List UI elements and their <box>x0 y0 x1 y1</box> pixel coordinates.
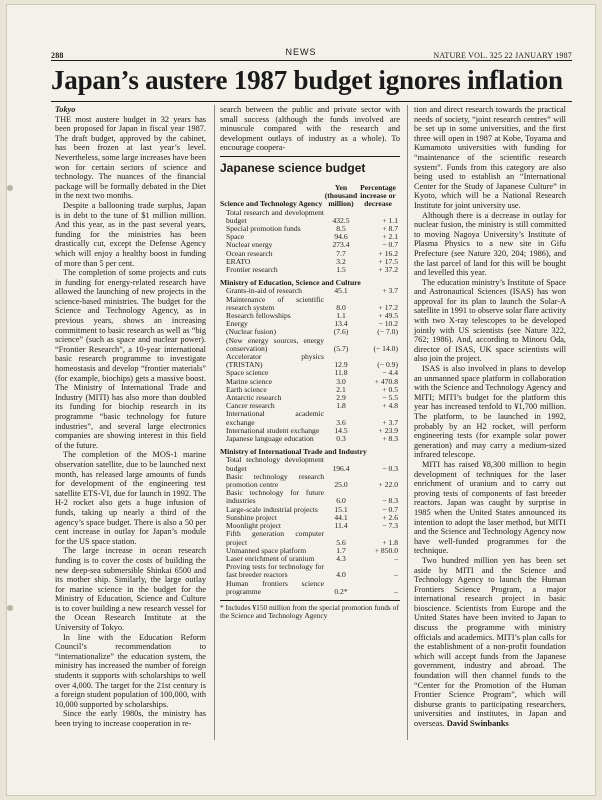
row-change: + 1.1 <box>382 215 398 225</box>
row-value: 8.5 <box>336 223 346 233</box>
row-change: + 8.3 <box>382 434 398 444</box>
row-label: Total technology development budget <box>226 455 324 473</box>
row-change: − 0.7 <box>382 240 398 250</box>
article-column-2 <box>220 105 400 621</box>
row-label: Maintenance of scientific research system <box>226 294 324 312</box>
row-value: (7.6) <box>333 327 349 337</box>
row-value: 12.9 <box>334 360 348 370</box>
row-label: Ocean research <box>226 248 273 258</box>
row-value: 432.5 <box>332 215 350 225</box>
column-header-percentage: Percentage increase or decrease <box>360 182 396 209</box>
paragraph: ISAS is also involved in plans to develop an unmanned space platform in collaboration with the Science and Technology Agency and MITI; MITI’s budget for the platform this year has increased tenfold to ¥1,700 million. The platform, to be launched in 1992, probably by an H2 rocket, will perform engineering tests (for example solar power generation) and may carry a medium-sized infrared telescope. <box>414 364 566 460</box>
row-change: + 49.5 <box>378 311 398 321</box>
table-row <box>220 456 400 472</box>
table-section-header <box>220 179 400 209</box>
paragraph <box>414 556 566 729</box>
row-label: Japanese language education <box>226 434 314 444</box>
paragraph: tion and direct research towards the practical needs of society, “joint research centres” will be set up in some universities, and the first three will open in 1987 at Kobe, Toyama and Kumamoto universities with funding for “maintenance of the scientific research system”. Funds from this category are also being used to establish an “International Center for the Study of Japanese Culture” in Kyoto, which will be a National Research Institute for joint university use. <box>414 105 566 210</box>
budget-table <box>220 179 400 596</box>
table-row <box>220 296 400 312</box>
byline: David Swinbanks <box>446 719 509 728</box>
row-label: Earth science <box>226 384 267 394</box>
section-label: NEWS <box>285 47 317 57</box>
row-change: + 16.2 <box>378 248 398 258</box>
row-label: Space science <box>226 368 269 378</box>
row-change: − 0.7 <box>382 504 398 514</box>
row-value: 45.1 <box>334 286 348 296</box>
row-label: Human frontiers science programme <box>226 578 324 596</box>
row-change: + 1.8 <box>382 537 398 547</box>
row-change: − 8.3 <box>382 496 398 506</box>
row-change: − 5.5 <box>382 393 398 403</box>
section-name: Ministry of Education, Science and Culture <box>220 278 361 288</box>
row-value: 3.0 <box>336 376 346 386</box>
table-top-rule <box>220 156 400 157</box>
table-row <box>220 353 400 369</box>
paragraph: In line with the Education Reform Council’s recommendation to “internationalize” the education system, the ministry has increased the number of foreign students it supports with scholarships to well over 4,000. The target for the 21st century is a foreign student population of 100,000, with 10,000 supported by scholarships. <box>55 632 206 709</box>
paragraph: search between the public and private sector with small success (although the funds involved are minuscule compared with the research and development outlays of industry as a whole). To encourage coopera- <box>220 105 400 153</box>
row-label: Antarctic research <box>226 393 282 403</box>
row-change: + 0.5 <box>382 384 398 394</box>
row-change: + 17.2 <box>378 302 398 312</box>
row-label: Energy <box>226 319 248 329</box>
column-divider <box>407 105 408 740</box>
column-header-yen: Yen (thousand million) <box>324 182 358 209</box>
row-value: 2.9 <box>336 393 346 403</box>
row-value: 2.1 <box>336 384 346 394</box>
row-value: 15.1 <box>334 504 348 514</box>
article-column-3 <box>414 105 566 729</box>
row-value: 94.6 <box>334 232 348 242</box>
row-label: Accelerator physics (TRISTAN) <box>226 352 324 370</box>
table-row <box>220 489 400 505</box>
row-value: 4.3 <box>336 553 346 563</box>
row-value: 273.4 <box>332 240 350 250</box>
row-value: 196.4 <box>332 463 350 473</box>
row-value: 1.5 <box>336 265 346 274</box>
row-value: 11.4 <box>334 521 348 531</box>
row-label: Space <box>226 232 245 242</box>
paragraph: The completion of some projects and cuts in funding for energy-related research have allowed the launching of new projects in the science-based ministries. The budget for the Science and Technology Agency, as in previous years, shows an increasing commitment to basic research as well as “big science” (such as space and nuclear power). “Frontier Research”, a 10-year international basic research programme to investigate homeostasis and develop “frontier materials” (for example, biochips) gets a massive boost. The Ministry of International Trade and Industry (MITI) has also more than doubled its funding for biochip research in its programme “basic technology for future industries”, and several large electronics companies are showing interest in this field of the future. <box>55 268 206 450</box>
row-value: 3.6 <box>336 417 346 427</box>
table-row <box>220 530 400 546</box>
table-row <box>220 580 400 596</box>
row-change: + 2.6 <box>382 512 398 522</box>
row-change: + 470.8 <box>374 376 398 386</box>
row-change: – <box>394 553 398 563</box>
section-name: Science and Technology Agency <box>220 199 323 209</box>
row-value: 13.4 <box>334 319 348 329</box>
header-rule <box>51 60 572 61</box>
paragraph: THE most austere budget in 32 years has been proposed for Japan in fiscal year 1987. The draft budget, approved by the cabinet, has been frozen at last year’s level. Nevertheless, some large increases have been won for certain sectors of science and technology. The nuances of the financial package will be formally debated in the Diet in the next two months. <box>55 114 206 201</box>
row-value: 6.0 <box>336 496 346 506</box>
row-label: Basic technology for future industries <box>226 488 324 506</box>
row-change: − 0.3 <box>382 463 398 473</box>
row-change: + 2.1 <box>382 232 398 242</box>
paragraph: Although there is a decrease in outlay for nuclear fusion, the ministry is still committed to moving Nagoya University’s Institute of Plasma Physics to a new site in Gifu Prefecture (see Nature 320, 204; 1986), and the last parcel of land for this will be bought and levelled this year. <box>414 210 566 278</box>
row-change: + 23.9 <box>378 425 398 435</box>
row-label: Research fellowships <box>226 311 291 321</box>
row-value: 8.0 <box>336 302 346 312</box>
table-row <box>220 209 400 225</box>
table-bottom-rule <box>220 600 400 601</box>
paragraph: Despite a ballooning trade surplus, Japan is in debt to the tune of $1 million million. And this year, as in the past several years, funding for the ministries has been drastically cut, except the Defense Agency which will enjoy a healthy boost in funding of more than 5 per cent. <box>55 200 206 268</box>
row-label: Special promotion funds <box>226 223 301 233</box>
table-row <box>220 225 400 233</box>
row-change: + 850.0 <box>374 545 398 555</box>
row-label: Marine science <box>226 376 273 386</box>
row-value: 4.0 <box>336 570 346 580</box>
row-change: + 3.7 <box>382 286 398 296</box>
column-divider <box>214 105 215 740</box>
row-change: + 8.7 <box>382 223 398 233</box>
row-change: − 4.4 <box>382 368 398 378</box>
row-change: (− 7.0) <box>377 327 398 337</box>
row-change: + 3.7 <box>382 417 398 427</box>
journal-info: NATURE VOL. 325 22 JANUARY 1987 <box>433 51 572 60</box>
paragraph: The completion of the MOS-1 marine observation satellite, due to be launched next month, has released large amounts of funds for development of the engineering test satellite ETS-VI, due for launch in 1992. The H-2 rocket also gets a huge infusion of funds, taking up nearly a third of the agency’s space budget. There is also a 50 per cent increase in outlay for Japan’s module for the US space station. <box>55 450 206 546</box>
headline-rule <box>51 101 572 102</box>
row-value: 5.6 <box>336 537 346 547</box>
dateline: Tokyo <box>55 105 76 114</box>
row-value: 0.3 <box>336 434 346 444</box>
paragraph: The large increase in ocean research funding is to cover the costs of building the new deep-sea submersible Shinkai 6500 and its mother ship. Similarly, the large outlay for marine science in the budget for the Ministry of Education, Science and Culture is to cover building a new research vessel for the Ocean Research Institute at the University of Tokyo. <box>55 546 206 633</box>
row-label: International academic exchange <box>226 409 324 427</box>
paragraph: Since the early 1980s, the ministry has been trying to increase cooperation in re- <box>55 709 206 728</box>
row-label: Large-scale industrial projects <box>226 504 318 514</box>
row-label: (New energy sources, energy conservation) <box>226 335 324 353</box>
row-label: Total research and development budget <box>226 207 324 225</box>
row-label: Cancer research <box>226 401 275 411</box>
row-label: ERATO <box>226 256 251 266</box>
row-value: (5.7) <box>333 343 349 353</box>
row-label: Frontier research <box>226 265 278 274</box>
page-number: 288 <box>51 51 64 60</box>
paragraph: MITI has raised ¥8,300 million to begin development of techniques for the laser enrichment of uranium and to carry out proving tests of components of fast breeder reactors. Japan was caught by surprise in 1985 when the United States announced its intention to adopt the laser method, but MITI and the Science and Technology Agency now have well-funded programmes for the technique. <box>414 459 566 556</box>
article-column-1 <box>55 105 206 729</box>
row-label: Nuclear energy <box>226 240 273 250</box>
row-label: International student exchange <box>226 425 320 435</box>
row-label: (Nuclear fusion) <box>226 327 276 337</box>
table-row <box>220 435 400 443</box>
row-change: − 10.2 <box>378 319 398 329</box>
row-value: 0.2* <box>334 586 348 596</box>
row-label: Grants-in-aid of research <box>226 286 302 296</box>
row-value: 14.5 <box>334 425 348 435</box>
binding-hole <box>7 605 13 611</box>
section-name: Ministry of International Trade and Industry <box>220 447 367 457</box>
row-change: (− 14.0) <box>373 343 398 353</box>
row-label: Basic technology research promotion centre <box>226 471 324 490</box>
row-label: Proving tests for technology for fast breeder reactors <box>226 562 324 580</box>
row-change: + 17.5 <box>378 256 398 266</box>
row-label: Laser enrichment of uranium <box>226 553 315 563</box>
row-change: + 4.8 <box>382 401 398 411</box>
paragraph-text: Two hundred million yen has been set aside by MITI and the Science and Technology Agency to launch the Human Frontiers Science Program, a major international research project in basic bioscience. Scientists from Europe and the United States have been invited to Japan to discuss the programme with ministry officials and academics. MITI’s plan calls for the establishment of a non-profit foundation which will accept funds from the Japanese government, industry and abroad. The foundation will then channel funds to the “Center for the Promotion of the Human Frontier Science Program”, which will disburse grants to participating researchers, universities and institutes, in Japan and overseas. <box>414 555 566 728</box>
table-row <box>220 337 400 353</box>
table-row <box>220 266 400 274</box>
table-row <box>220 410 400 426</box>
row-value: 25.0 <box>334 480 348 490</box>
row-value: 3.2 <box>336 256 346 266</box>
row-label: Fifth generation computer project <box>226 529 324 547</box>
row-value: 1.8 <box>336 401 346 411</box>
table-footnote: * Includes ¥150 million from the special promotion funds of the Science and Technology Agency <box>220 602 399 621</box>
row-value: 7.7 <box>336 248 346 258</box>
paragraph: The education ministry’s Institute of Space and Astronautical Sciences (ISAS) has won approval for its plan to launch the Solar-A satellite in 1991 to observe solar flare activity with two X-ray telescopes to be developed jointly with US scientists (see Nature 322, 762; 1986). And, according to Minoru Oda, director of ISAS, UK space scientists will also join the project. <box>414 277 566 364</box>
row-change: – <box>394 570 398 580</box>
row-change: – <box>394 586 398 596</box>
row-value: 11.8 <box>334 368 348 378</box>
row-value: 44.1 <box>334 512 348 522</box>
row-change: (− 0.9) <box>377 360 398 370</box>
row-label: Sunshine project <box>226 512 277 522</box>
row-value: 1.7 <box>336 545 346 555</box>
table-title: Japanese science budget <box>220 160 366 175</box>
row-change: + 22.0 <box>378 480 398 490</box>
table-row <box>220 473 400 489</box>
table-row <box>220 563 400 579</box>
row-label: Moonlight project <box>226 521 282 531</box>
binding-hole <box>7 185 13 191</box>
headline: Japan’s austere 1987 budget ignores inflation <box>51 65 563 95</box>
row-change: + 37.2 <box>378 265 398 274</box>
row-label: Unmanned space platform <box>226 545 307 555</box>
row-value: 1.1 <box>336 311 346 321</box>
row-change: − 7.3 <box>382 521 398 531</box>
